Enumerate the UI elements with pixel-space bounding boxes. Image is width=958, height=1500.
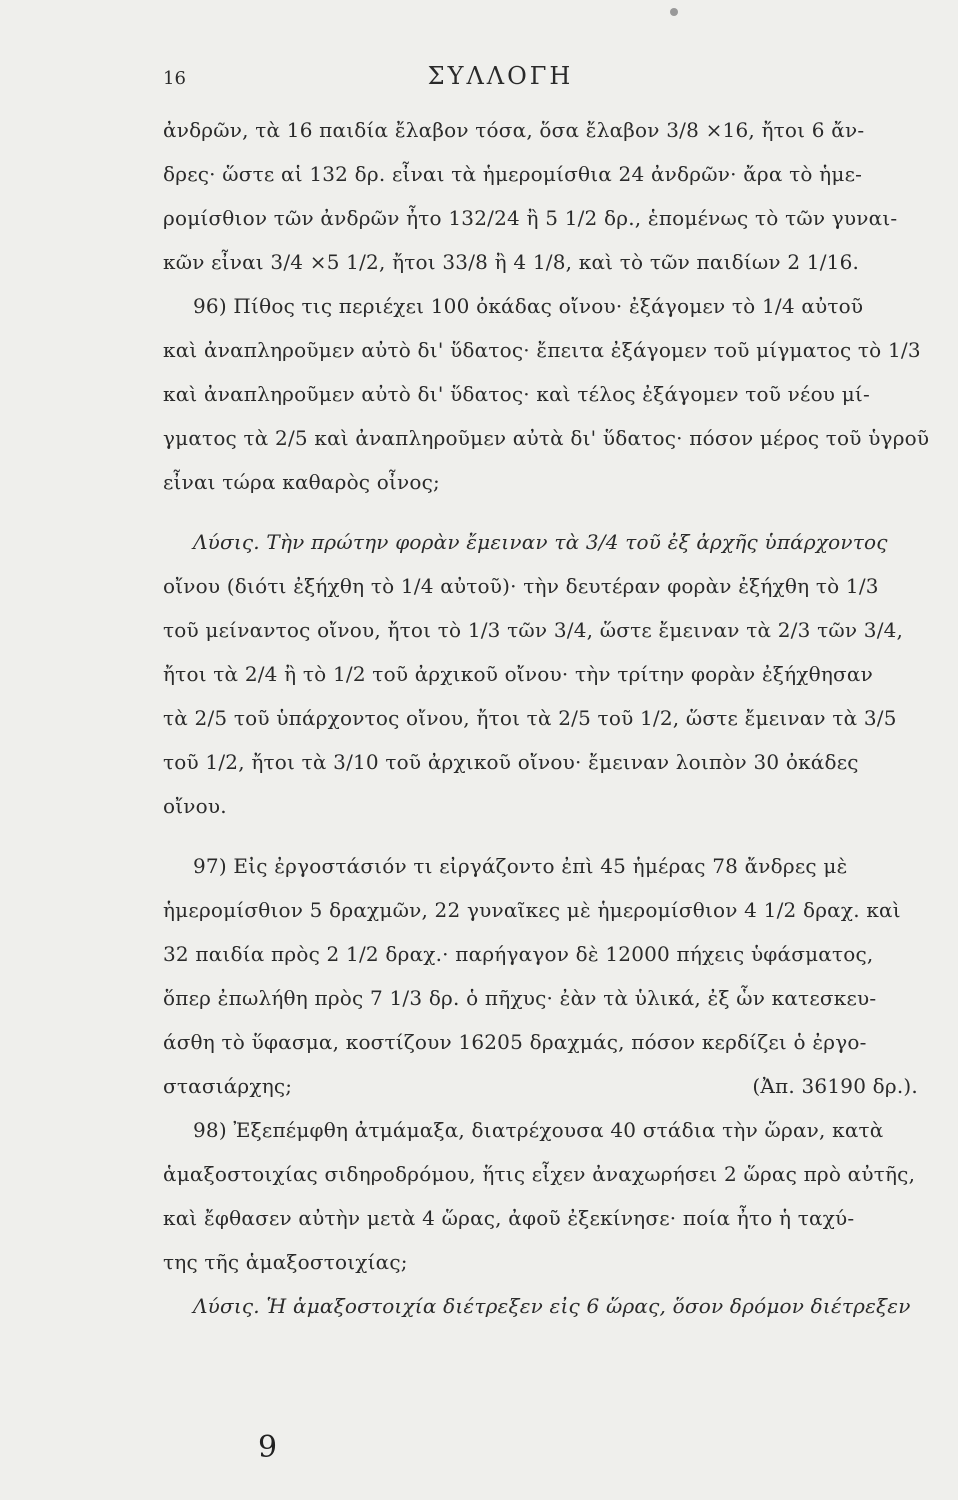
solution-heading: Λύσις. Τὴν πρώτην φορὰν ἔμειναν τὰ 3/4 τοῦ ἐξ ἀρχῆς ὑπάρχοντος: [193, 530, 888, 554]
text-line: τοῦ 1/2, ἤτοι τὰ 3/10 τοῦ ἀρχικοῦ οἴνου· ἔμειναν λοιπὸν 30 ὀκάδες: [163, 750, 859, 774]
text-line: της τῆς ἁμαξοστοιχίας;: [163, 1250, 408, 1274]
text-line: καὶ ἀναπληροῦμεν αὐτὸ δι' ὕδατος· καὶ τέλος ἐξάγομεν τοῦ νέου μί-: [163, 382, 870, 406]
text-line: καὶ ἀναπληροῦμεν αὐτὸ δι' ὕδατος· ἔπειτα ἐξάγομεν τοῦ μίγματος τὸ 1/3: [163, 338, 921, 362]
text-line: δρες· ὥστε αἱ 132 δρ. εἶναι τὰ ἡμερομίσθια 24 ἀνδρῶν· ἄρα τὸ ἡμε-: [163, 162, 863, 186]
text-line: οἴνου.: [163, 794, 227, 818]
page-header: [163, 62, 838, 102]
text-line: ἀνδρῶν, τὰ 16 παιδία ἔλαβον τόσα, ὅσα ἔλαβον 3/8 ×16, ἤτοι 6 ἄν-: [163, 118, 865, 142]
text-line: εἶναι τώρα καθαρὸς οἶνος;: [163, 470, 440, 494]
text-line: οἴνου (διότι ἐξήχθη τὸ 1/4 αὐτοῦ)· τὴν δευτέραν φορὰν ἐξήχθη τὸ 1/3: [163, 574, 879, 598]
text-line: ἡμερομίσθιον 5 δραχμῶν, 22 γυναῖκες μὲ ἡμερομίσθιον 4 1/2 δραχ. καὶ: [163, 898, 901, 922]
problem-97-heading: 97) Εἰς ἐργοστάσιόν τι εἰργάζοντο ἐπὶ 45 ἡμέρας 78 ἄνδρες μὲ: [193, 854, 848, 878]
running-title: ΣΥΛΛΟΓΗ: [427, 62, 574, 90]
page-body: [163, 108, 958, 1328]
handwritten-mark: 9: [258, 1430, 278, 1465]
text-line: ὅπερ ἐπωλήθη πρὸς 7 1/3 δρ. ὁ πῆχυς· ἐὰν τὰ ὑλικά, ἐξ ὧν κατεσκευ-: [163, 986, 877, 1010]
problem-96-heading: 96) Πίθος τις περιέχει 100 ὀκάδας οἴνου· ἐξάγομεν τὸ 1/4 αὐτοῦ: [193, 294, 864, 318]
text-segment: στασιάρχης;: [163, 1074, 293, 1098]
text-line: ἤτοι τὰ 2/4 ἢ τὸ 1/2 τοῦ ἀρχικοῦ οἴνου· τὴν τρίτην φορὰν ἐξήχθησαν: [163, 662, 873, 686]
text-line: άσθη τὸ ὕφασμα, κοστίζουν 16205 δραχμάς, πόσον κερδίζει ὁ ἐργο-: [163, 1030, 867, 1054]
text-line: ρομίσθιον τῶν ἀνδρῶν ἦτο 132/24 ἢ 5 1/2 δρ., ἑπομένως τὸ τῶν γυναι-: [163, 206, 898, 230]
answer-note: (Ἀπ. 36190 δρ.).: [752, 1074, 918, 1098]
text-line: ἁμαξοστοιχίας σιδηροδρόμου, ἥτις εἶχεν ἀναχωρήσει 2 ὥρας πρὸ αὐτῆς,: [163, 1162, 916, 1186]
problem-98-heading: 98) Ἐξεπέμφθη ἀτμάμαξα, διατρέχουσα 40 στάδια τὴν ὥραν, κατὰ: [193, 1118, 884, 1142]
text-line: γματος τὰ 2/5 καὶ ἀναπληροῦμεν αὐτὰ δι' ὕδατος· πόσον μέρος τοῦ ὑγροῦ: [163, 426, 930, 450]
text-line: 32 παιδία πρὸς 2 1/2 δραχ.· παρήγαγον δὲ 12000 πήχεις ὑφάσματος,: [163, 942, 874, 966]
text-line: τοῦ μείναντος οἴνου, ἤτοι τὸ 1/3 τῶν 3/4, ὥστε ἔμειναν τὰ 2/3 τῶν 3/4,: [163, 618, 904, 642]
solution-heading: Λύσις. Ἡ ἁμαξοστοιχία διέτρεξεν εἰς 6 ὥρας, ὅσον δρόμον διέτρεξεν: [193, 1294, 911, 1318]
text-line: [163, 1064, 958, 1108]
ink-speck: [670, 8, 678, 16]
text-line: καὶ ἔφθασεν αὐτὴν μετὰ 4 ὥρας, ἀφοῦ ἐξεκίνησε· ποία ἦτο ἡ ταχύ-: [163, 1206, 855, 1230]
page-number: 16: [163, 68, 186, 89]
text-line: τὰ 2/5 τοῦ ὑπάρχοντος οἴνου, ἤτοι τὰ 2/5 τοῦ 1/2, ὥστε ἔμειναν τὰ 3/5: [163, 706, 897, 730]
text-line: κῶν εἶναι 3/4 ×5 1/2, ἤτοι 33/8 ἢ 4 1/8, καὶ τὸ τῶν παιδίων 2 1/16.: [163, 250, 860, 274]
